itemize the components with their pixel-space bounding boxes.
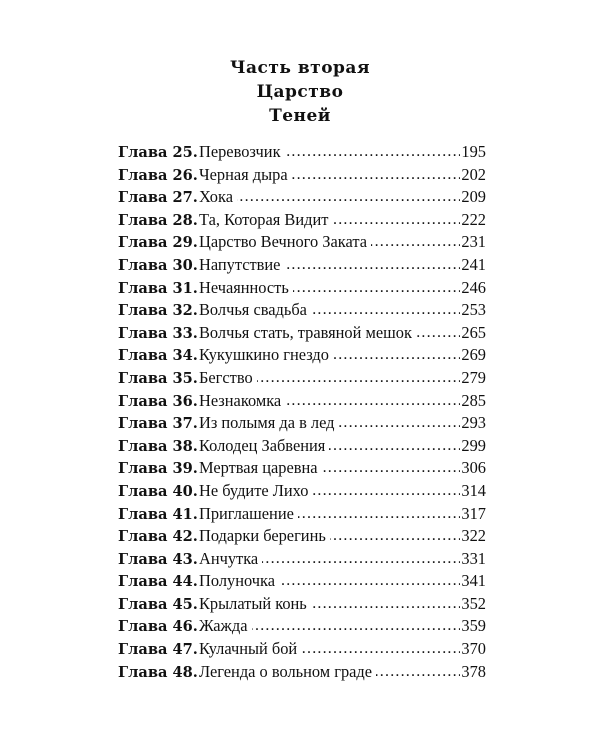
toc-entry [118, 571, 486, 594]
toc-entry [118, 368, 486, 391]
part-heading-line-2: Царство [256, 82, 344, 102]
toc-page-number: 265 [461, 322, 486, 342]
toc-page-number: 285 [461, 390, 486, 410]
toc-page-number: 306 [461, 458, 486, 478]
part-heading-line-1: Часть вторая [229, 58, 371, 78]
toc-chapter-title: Напутствие [199, 254, 281, 274]
toc-page-number: 253 [461, 300, 486, 320]
toc-chapter-title: Черная дыра [199, 164, 288, 184]
toc-chapter-title: Жажда [199, 616, 248, 636]
toc-chapter-number: Глава 43. [118, 550, 198, 568]
toc-chapter-title: Крылатый конь [199, 593, 307, 613]
toc-chapter-number: Глава 28. [118, 211, 198, 229]
toc-chapter-number: Глава 31. [118, 279, 198, 297]
toc-dot-leader [262, 550, 460, 564]
toc-entry [118, 255, 486, 278]
toc-entry [118, 481, 486, 504]
toc-dot-leader [376, 663, 460, 677]
toc-dot-leader [293, 279, 461, 293]
toc-page-number: 322 [461, 526, 486, 546]
toc-entry [118, 391, 486, 414]
toc-entry [118, 345, 486, 368]
toc-entry [118, 232, 486, 255]
toc-entry [118, 526, 486, 549]
toc-chapter-number: Глава 38. [118, 437, 198, 455]
toc-chapter-title: Кукушкино гнездо [199, 345, 329, 365]
toc-entry [118, 549, 486, 572]
toc-chapter-title: Царство Вечного Заката [199, 232, 367, 252]
toc-chapter-title: Подарки берегинь [199, 526, 326, 546]
toc-dot-leader [292, 166, 461, 180]
toc-dot-leader [329, 437, 460, 451]
toc-chapter-number: Глава 47. [118, 641, 198, 659]
toc-page-number: 370 [461, 639, 486, 659]
toc-page-number: 331 [461, 548, 486, 568]
toc-chapter-number: Глава 33. [118, 324, 198, 342]
toc-dot-leader [298, 505, 461, 519]
toc-entry [118, 142, 486, 165]
toc-entry [118, 278, 486, 301]
toc-chapter-number: Глава 46. [118, 618, 198, 636]
toc-page-number: 299 [461, 435, 486, 455]
toc-chapter-number: Глава 35. [118, 369, 198, 387]
toc-chapter-title: Из полымя да в лед [199, 413, 335, 433]
toc-chapter-title: Колодец Забвения [199, 435, 326, 455]
toc-dot-leader [339, 414, 461, 428]
toc-dot-leader [237, 188, 460, 202]
toc-page-number: 195 [461, 142, 486, 161]
toc-entry [118, 210, 486, 233]
toc-chapter-number: Глава 29. [118, 234, 198, 252]
toc-chapter-number: Глава 37. [118, 415, 198, 433]
toc-entry [118, 323, 486, 346]
toc-dot-leader [312, 482, 460, 496]
toc-chapter-title: Волчья свадьба [199, 300, 307, 320]
toc-page-number: 341 [461, 571, 486, 591]
toc-entry [118, 413, 486, 436]
toc-entry [118, 639, 486, 662]
toc-page-number: 317 [461, 503, 486, 523]
toc-chapter-number: Глава 27. [118, 189, 198, 207]
toc-page-number: 241 [461, 254, 486, 274]
toc-dot-leader [285, 392, 460, 406]
toc-chapter-number: Глава 34. [118, 347, 198, 365]
toc-dot-leader [371, 233, 460, 247]
toc-chapter-number: Глава 40. [118, 482, 198, 500]
toc-entry [118, 165, 486, 188]
toc-chapter-number: Глава 32. [118, 302, 198, 320]
part-heading-line-3: Теней [269, 106, 331, 126]
toc-chapter-title: Мертвая царевна [199, 458, 318, 478]
toc-dot-leader [333, 346, 460, 360]
toc-entry [118, 436, 486, 459]
toc-chapter-number: Глава 44. [118, 573, 198, 591]
toc-chapter-number: Глава 30. [118, 256, 198, 274]
toc-page-number: 314 [461, 480, 486, 500]
toc-entry [118, 187, 486, 210]
toc-page-number: 209 [461, 187, 486, 207]
toc-chapter-title: Бегство [199, 367, 253, 387]
toc-chapter-title: Полуночка [199, 571, 275, 591]
toc-chapter-title: Перевозчик [199, 142, 281, 161]
toc-entry [118, 458, 486, 481]
toc-chapter-title: Нечаянность [199, 277, 289, 297]
toc-dot-leader [330, 527, 461, 541]
toc-page-number: 293 [461, 413, 486, 433]
toc-chapter-number: Глава 45. [118, 595, 198, 613]
toc-page-number: 269 [461, 345, 486, 365]
toc-page-number: 359 [461, 616, 486, 636]
toc-page-number: 202 [461, 164, 486, 184]
toc-dot-leader [301, 640, 460, 654]
toc-chapter-title: Приглашение [199, 503, 294, 523]
toc-chapter-number: Глава 26. [118, 166, 198, 184]
toc-chapter-number: Глава 48. [118, 663, 198, 681]
toc-chapter-number: Глава 42. [118, 528, 198, 546]
toc-page-number: 246 [461, 277, 486, 297]
toc-dot-leader [311, 301, 460, 315]
toc-entry [118, 662, 486, 685]
toc-page-number: 378 [461, 661, 486, 681]
toc-entry [118, 616, 486, 639]
toc-chapter-title: Незнакомка [199, 390, 282, 410]
toc-page-number: 231 [461, 232, 486, 252]
toc-entry [118, 300, 486, 323]
toc-page-number: 222 [461, 209, 486, 229]
toc-chapter-title: Анчутка [199, 548, 259, 568]
toc-chapter-number: Глава 39. [118, 460, 198, 478]
toc-chapter-number: Глава 41. [118, 505, 198, 523]
table-of-contents [118, 142, 486, 684]
toc-chapter-title: Легенда о вольном граде [199, 661, 373, 681]
toc-chapter-title: Кулачный бой [199, 639, 298, 659]
toc-chapter-number: Глава 25. [118, 144, 198, 161]
toc-entry [118, 504, 486, 527]
toc-dot-leader [285, 143, 461, 157]
toc-dot-leader [252, 617, 461, 631]
toc-chapter-title: Та, Которая Видит [199, 209, 329, 229]
toc-dot-leader [311, 595, 461, 609]
toc-page-number: 352 [461, 593, 486, 613]
toc-entry [118, 594, 486, 617]
toc-dot-leader [284, 256, 460, 270]
toc-dot-leader [257, 369, 461, 383]
toc-dot-leader [279, 572, 460, 586]
toc-chapter-title: Хока [199, 187, 233, 207]
part-heading [0, 56, 600, 128]
toc-chapter-title: Волчья стать, травяной мешок [199, 322, 412, 342]
toc-dot-leader [416, 324, 460, 338]
toc-chapter-number: Глава 36. [118, 392, 198, 410]
toc-chapter-title: Не будите Лихо [199, 480, 309, 500]
toc-page-number: 279 [461, 367, 486, 387]
toc-dot-leader [322, 459, 461, 473]
toc-dot-leader [332, 211, 460, 225]
